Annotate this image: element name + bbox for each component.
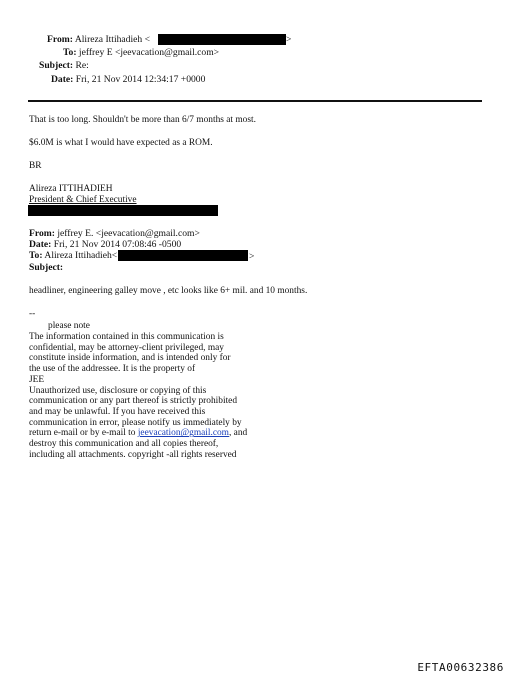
reply-line-2: $6.0M is what I would have expected as a ROM. [29, 138, 213, 148]
date-label: Date: [51, 74, 74, 85]
redaction-block [158, 34, 286, 45]
header2-to [29, 250, 117, 262]
reply-line-1: That is too long. Shouldn't be more than 6/7 months at most. [29, 115, 256, 125]
disclaimer-line: confidential, may be attorney-client privileged, may [29, 342, 224, 353]
date-value: Fri, 21 Nov 2014 07:08:46 -0500 [53, 239, 182, 250]
redaction-block [118, 250, 248, 261]
header1-from [47, 34, 150, 46]
subject-value: Re: [75, 60, 89, 71]
email-link[interactable]: jeevacation@gmail.com [137, 428, 229, 439]
header2-subject [29, 262, 63, 274]
subject-label: Subject: [39, 60, 74, 71]
to-label: To: [63, 47, 77, 58]
subject-label: Subject: [29, 262, 64, 273]
redaction-block [28, 205, 218, 216]
date-label: Date: [29, 239, 52, 250]
to-label: To: [29, 250, 43, 261]
from-label: From: [47, 34, 73, 45]
from-label: From: [29, 228, 55, 239]
from-value: jeffrey E. <jeevacation@gmail.com> [57, 228, 200, 239]
please-note: please note [48, 321, 90, 331]
signature-name: Alireza ITTIHADIEH [29, 184, 113, 194]
disclaimer-line: and may be unlawful. If you have received this [29, 406, 206, 417]
from-value: Alireza Ittihadieh < [74, 34, 151, 45]
disclaimer-line: constitute inside information, and is intended only for [29, 353, 231, 364]
date-value: Fri, 21 Nov 2014 12:34:17 +0000 [75, 74, 206, 85]
header-divider [28, 100, 482, 102]
disclaimer [29, 332, 247, 460]
disclaimer-line: the use of the addressee. It is the property of [29, 364, 196, 375]
disclaimer-line [29, 428, 247, 439]
disclaimer-line: The information contained in this communication is [29, 332, 224, 342]
disclaimer-line: communication in error, please notify us immediately by [29, 417, 242, 428]
header1-date [51, 74, 205, 86]
disclaimer-text: return e-mail or by e-mail to [29, 428, 138, 439]
disclaimer-line: communication or any part thereof is strictly prohibited [29, 396, 238, 407]
header1-to [63, 47, 219, 59]
signature-separator: -- [29, 309, 36, 319]
to-value: jeffrey E <jeevacation@gmail.com> [78, 47, 220, 58]
disclaimer-line: JEE [29, 374, 45, 385]
to-value: Alireza Ittihadieh< [44, 250, 118, 261]
disclaimer-line: including all attachments. copyright -all rights reserved [29, 449, 237, 460]
to-close-bracket: > [249, 251, 255, 262]
reply-line-3: BR [29, 161, 42, 171]
disclaimer-text: , and [228, 428, 248, 439]
disclaimer-line: Unauthorized use, disclosure or copying of this [29, 385, 207, 396]
bates-number: EFTA00632386 [417, 661, 504, 674]
header1-subject [39, 60, 89, 72]
from-close-bracket: > [286, 34, 292, 45]
disclaimer-line: destroy this communication and all copies thereof, [29, 439, 219, 450]
signature-title: President & Chief Executive [29, 195, 137, 205]
original-body: headliner, engineering galley move , etc looks like 6+ mil. and 10 months. [29, 286, 308, 296]
